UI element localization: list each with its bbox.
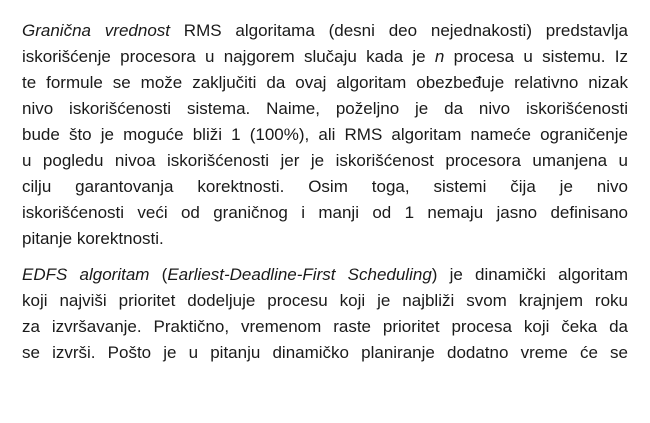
italic-term: EDFS algoritam [22,265,150,284]
italic-variable: n [434,47,445,66]
text-line: pitanje korektnosti. [22,229,164,248]
text-line: u pogledu nivoa iskorišćenosti jer je iskorišćenost procesora umanjena u [22,151,628,170]
text-line: iskorišćenosti veći od graničnog i manji od 1 nemaju jasno definisano [22,203,628,222]
text-line: za izvršavanje. Praktično, vremenom raste prioritet procesa koji čeka da [22,317,628,336]
italic-term: Earliest-Deadline-First Scheduling [167,265,432,284]
text-line: nivo iskorišćenosti sistema. Naime, poželjno je da nivo iskorišćenosti [22,99,628,118]
text-line: se izvrši. Pošto je u pitanju dinamičko planiranje dodatno vreme će se [22,343,628,362]
text-line: EDFS algoritam (Earliest-Deadline-First Scheduling) je dinamički algoritam [22,265,628,284]
text-line: koji najviši prioritet dodeljuje procesu koji je najbliži svom krajnjem roku [22,291,628,310]
paragraph-edfs [22,262,628,366]
text-line: iskorišćenje procesora u najgorem slučaju kada je n procesa u sistemu. Iz [22,47,628,66]
text-line: te formule se može zaključiti da ovaj algoritam obezbeđuje relativno nizak [22,73,628,92]
text-line: cilju garantovanja korektnosti. Osim toga, sistemi čija je nivo [22,177,628,196]
text-line: bude što je moguće bliži 1 (100%), ali RMS algoritam nameće ograničenje [22,125,628,144]
italic-term: Granična vrednost [22,21,170,40]
text-line: Granična vrednost RMS algoritama (desni deo nejednakosti) predstavlja [22,21,628,40]
paragraph-rms-bound [22,18,628,252]
